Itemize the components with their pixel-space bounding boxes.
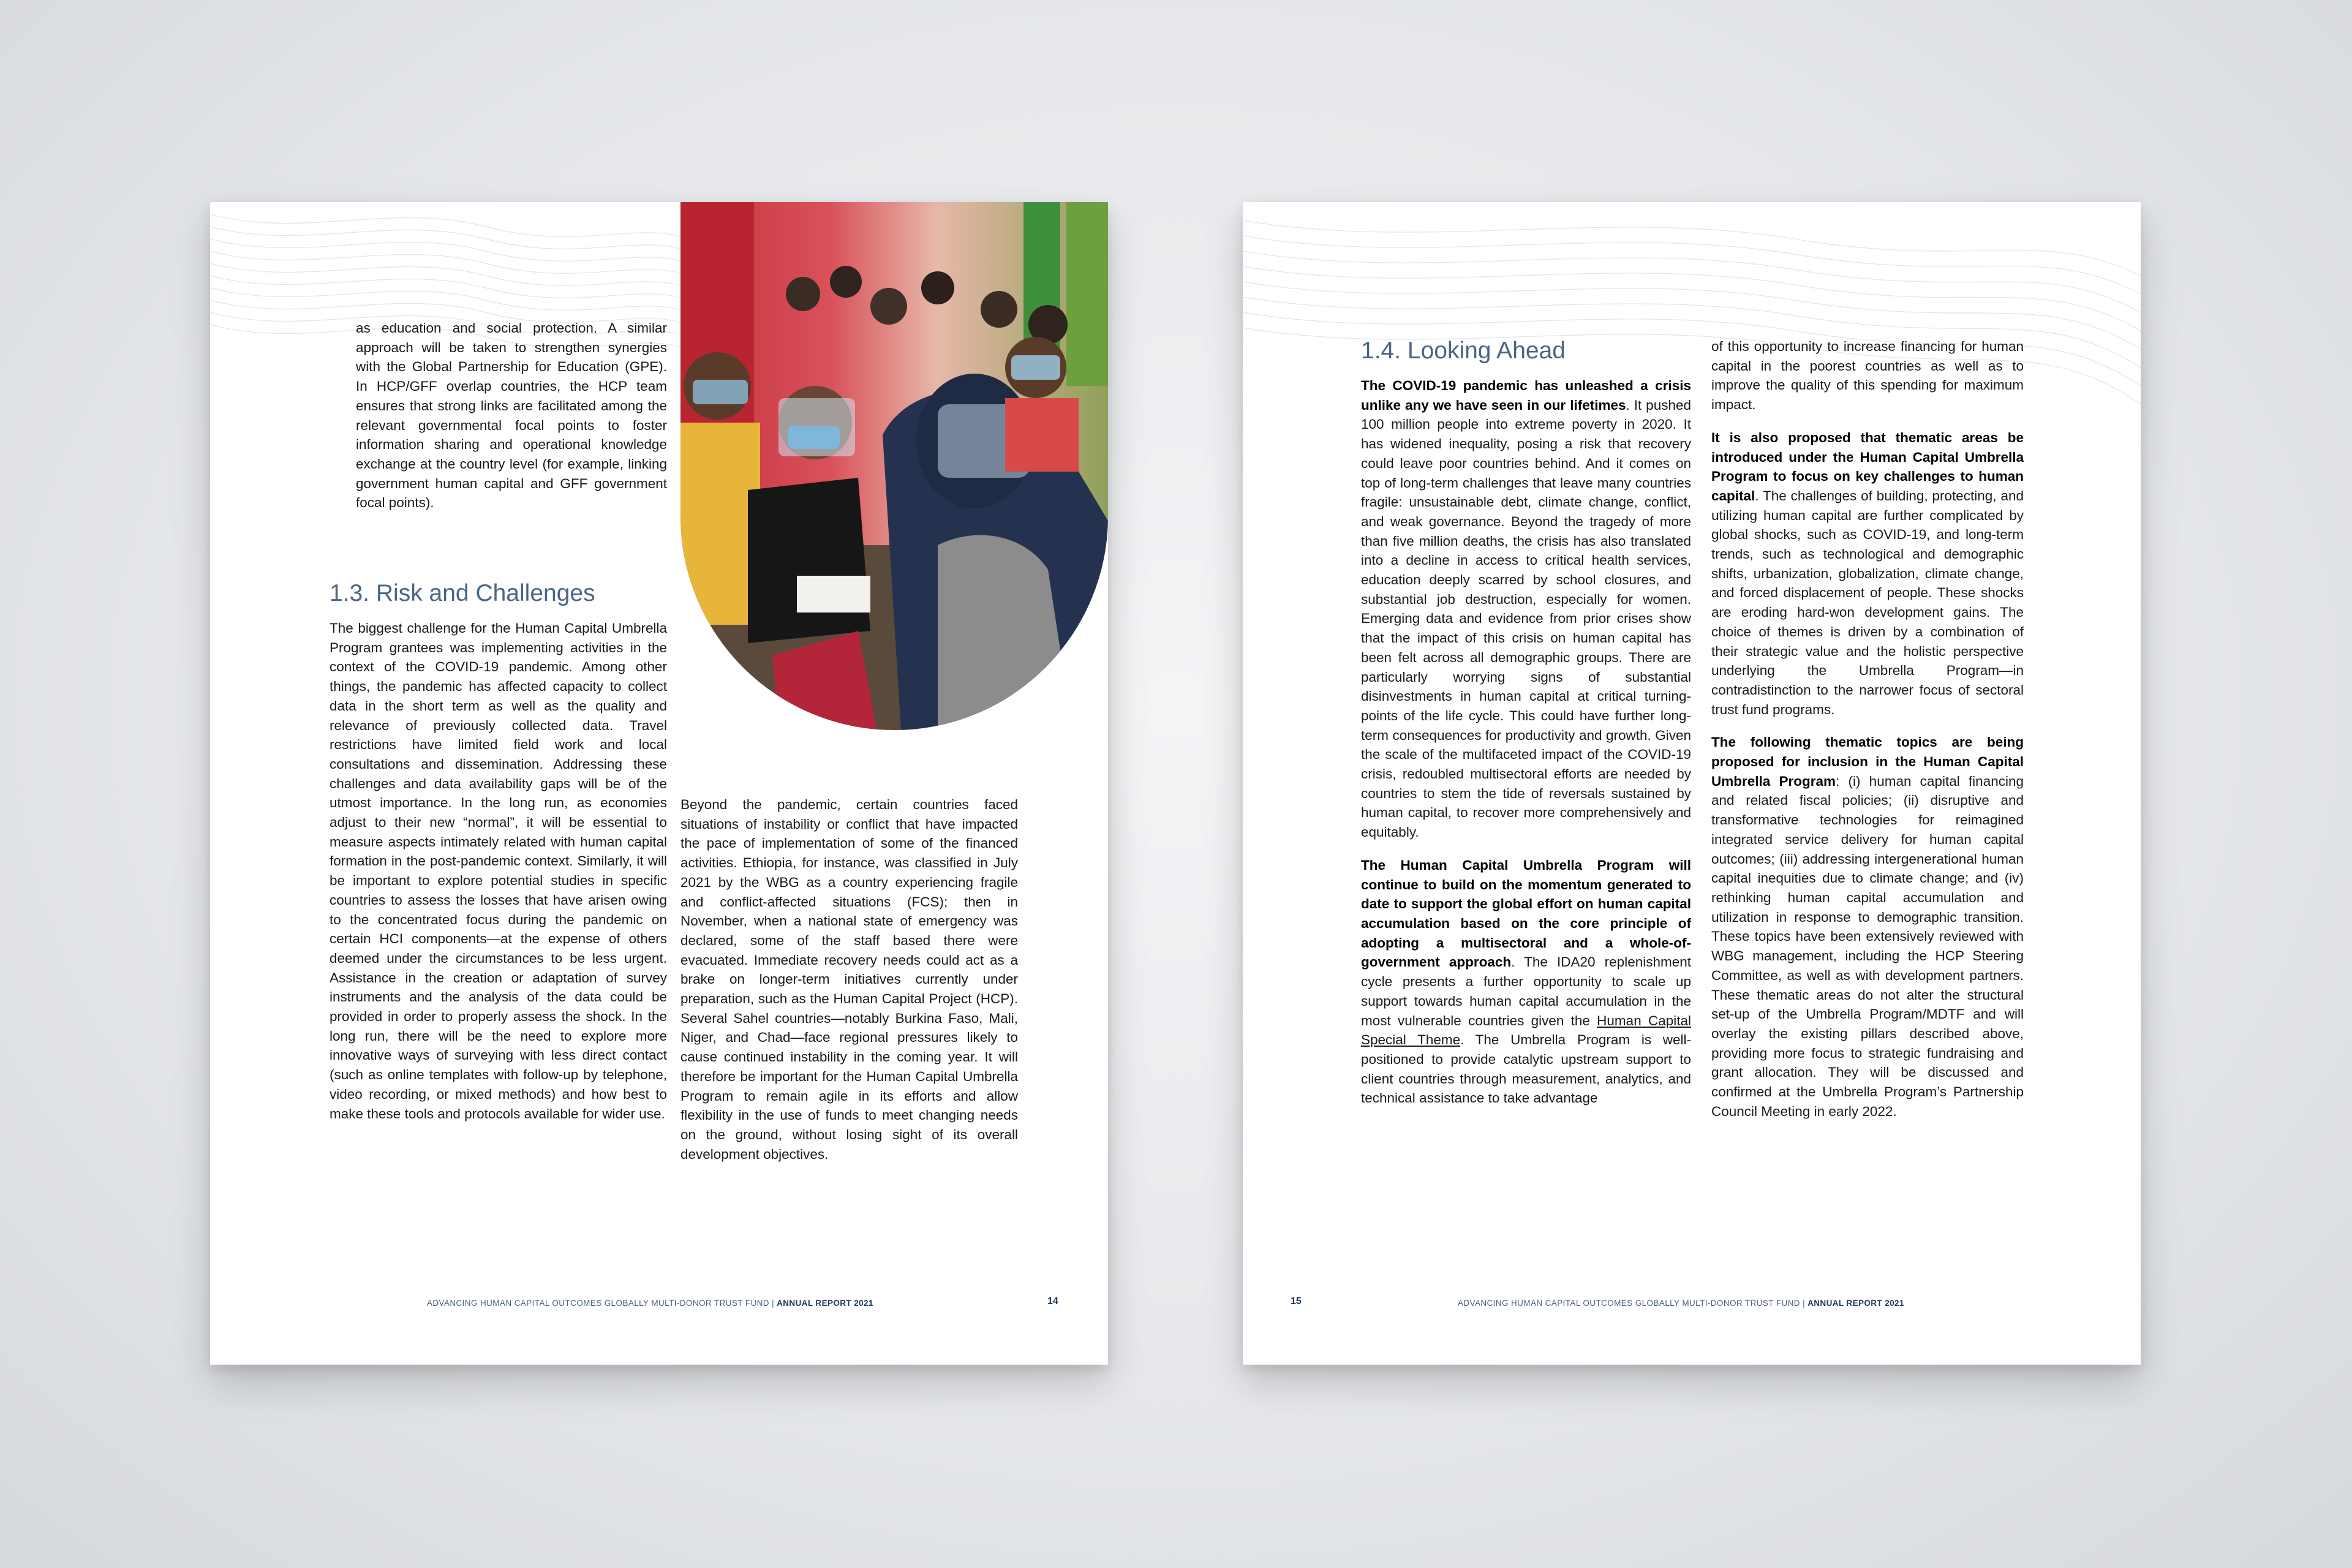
footer-text: ADVANCING HUMAN CAPITAL OUTCOMES GLOBALLY MULTI-DONOR TRUST FUND |: [427, 1298, 777, 1308]
momentum-end: . The Umbrella Program is well-positioned to provide catalytic upstream support to client countries through measurement, analytics, and technical assistance to take advantage: [1361, 1032, 1692, 1106]
covid-lead: The COVID-19 pandemic has unleashed a crisis unlike any we have seen in our lifetimes: [1361, 378, 1691, 413]
covid-body: . It pushed 100 million people into extreme poverty in 2020. It has widened inequality, posing a risk that recovery could leave poor countries behind. And it comes on top of long-term challenges that leave many countries fragile: unsustainable debt, climate change, conflict, and weak governance. Beyond the tragedy of more than five million deaths, the crisis has also translated into a decline in access to critical health services, education deeply scarred by school closures, and substantial job destruction, especially for women. Emerging data and evidence from prior crises show that the impact of this crisis on human capital has been felt across all demographic groups. There are particularly worrying signs of substantial disinvestments in human capital at critical turning-points of the life cycle. This could have further long-term consequences for productivity and growth. Given the scale of the multifaceted impact of the COVID-19 crisis, redoubled multisectoral efforts are needed by countries to stem the tide of reversals sustained by human capital, to recover more comprehensively and equitably.: [1361, 397, 1691, 840]
instability-paragraph: Beyond the pandemic, certain countries faced situations of instability or conflict that have impacted the pace of implementation of some of the financed activities. Ethiopia, for instance, was classified in July 2021 by the WBG as a country experiencing fragile and conflict-affected situations (FCS); then in November, when a national state of emergency was declared, some of the staff based there were evacuated. Immediate recovery needs could act as a brake on longer-term initiatives currently under preparation, such as the Human Capital Project (HCP). Several Sahel countries—notably Burkina Faso, Mali, Niger, and Chad—face regional pressures likely to cause continued instability in the coming year. It will therefore be important for the Human Capital Umbrella Program to remain agile in its efforts and allow flexibility in the use of funds to meet changing needs on the ground, without losing sight of its overall development objectives.: [680, 797, 1018, 1162]
thematic-areas-body: . The challenges of building, protecting, and utilizing human capital are further complicated by global shocks, such as COVID-19, and long-term trends, such as technological and demographic shifts, urbanization, globalization, climate change, and forced displacement of people. These shocks are eroding hard-won development gains. The choice of themes is driven by a combination of their strategic value and the holistic perspective underlying the Umbrella Program—in contradistinction to the narrower focus of sectoral trust fund programs.: [1711, 488, 2024, 717]
opportunity-paragraph: of this opportunity to increase financing for human capital in the poorest countries as well as to improve the quality of this spending for maximum impact.: [1711, 339, 2024, 413]
section-heading-looking-ahead: 1.4. Looking Ahead: [1361, 337, 1566, 364]
thematic-areas-lead: It is also proposed that thematic areas be introduced under the Human Capital Umbrella Program to focus on key challenges to human capital: [1711, 429, 2024, 503]
section-heading-risk: 1.3. Risk and Challenges: [330, 580, 595, 606]
momentum-lead: The Human Capital Umbrella Program will continue to build on the momentum generated to date to support the global effort on human capital accumulation based on the core principle of adopting a multisectoral and a whole-of-government approach: [1361, 857, 1691, 970]
footer-report-title: ANNUAL REPORT 2021: [1807, 1298, 1904, 1308]
momentum-paragraph: [1361, 856, 1691, 1108]
right-page: [1243, 202, 2141, 1365]
left-column-2: [680, 795, 1018, 1177]
left-footer: [427, 1298, 873, 1308]
footer-report-title: ANNUAL REPORT 2021: [777, 1298, 873, 1308]
thematic-topics-paragraph: [1711, 733, 2024, 1121]
right-column-1: [1361, 337, 1691, 1121]
intro-paragraph: as education and social protection. A similar approach will be taken to strengthen synergies with the Global Partnership for Education (GPE). In HCP/GFF overlap countries, the HCP team ensures that strong links are facilitated among the relevant governmental focal points to foster information sharing and operational knowledge exchange at the country level (for example, linking government human capital and GFF government focal points).: [356, 320, 667, 511]
thematic-areas-paragraph: [1711, 428, 2024, 720]
special-theme-link[interactable]: Human Capital Special Theme: [1361, 1012, 1691, 1048]
vaccination-photo: [680, 202, 1108, 730]
left-column-1: [330, 579, 667, 1137]
right-column-2: [1711, 337, 2024, 1134]
page-number: 15: [1291, 1296, 1302, 1306]
thematic-topics-lead: The following thematic topics are being proposed for inclusion in the Human Capital Umbrella Program: [1711, 734, 2024, 789]
covid-paragraph: [1361, 376, 1691, 842]
left-intro-column: [356, 318, 667, 526]
momentum-body: . The IDA20 replenishment cycle presents a further opportunity to scale up support towards human capital accumulation in the most vulnerable countries given the: [1361, 954, 1692, 1028]
left-page: [210, 202, 1108, 1365]
right-footer: [1458, 1298, 1904, 1308]
risk-paragraph: The biggest challenge for the Human Capital Umbrella Program grantees was implementing activities in the context of the COVID-19 pandemic. Among other things, the pandemic has affected capacity to collect data in the short term as well as the quality and relevance of previously collected data. Travel restrictions have limited field work and local consultations and dissemination. Addressing these challenges and data availability gaps will be of the utmost importance. In the long run, as economies adjust to their new “normal”, it will be essential to measure aspects intimately related with human capital formation in the post-pandemic context. Similarly, it will be important to explore potential studies in specific countries to assess the losses that have arisen owing to the concentrated focus during the pandemic on certain HCI components—at the expense of others deemed under the circumstances to be less urgent. Assistance in the creation or adaptation of survey instruments and the analysis of the data could be provided in order to properly assess the shock. In the long run, there will be the need to explore more innovative ways of surveying with less direct contact (such as online templates with follow-up by telephone, video recording, or mixed methods) and how best to make these tools and protocols available for wider use.: [330, 620, 667, 1121]
thematic-topics-body: : (i) human capital financing and related fiscal policies; (ii) disruptive and transformative technologies for reimagined integrated service delivery for human capital outcomes; (iii) addressing intergenerational human capital inequities due to climate change; and (iv) rethinking human capital accumulation and utilization in response to demographic transition. These topics have been extensively reviewed with WBG management, including the HCP Steering Committee, as well as with development partners. These thematic areas do not alter the structural set-up of the Umbrella Program/MDTF and will overlay the existing pillars described above, providing more focus to strategic fundraising and grant allocation. They will be discussed and confirmed at the Umbrella Program’s Partnership Council Meeting in early 2022.: [1711, 773, 2024, 1119]
page-number: 14: [1047, 1296, 1058, 1306]
footer-text: ADVANCING HUMAN CAPITAL OUTCOMES GLOBALLY MULTI-DONOR TRUST FUND |: [1458, 1298, 1808, 1308]
